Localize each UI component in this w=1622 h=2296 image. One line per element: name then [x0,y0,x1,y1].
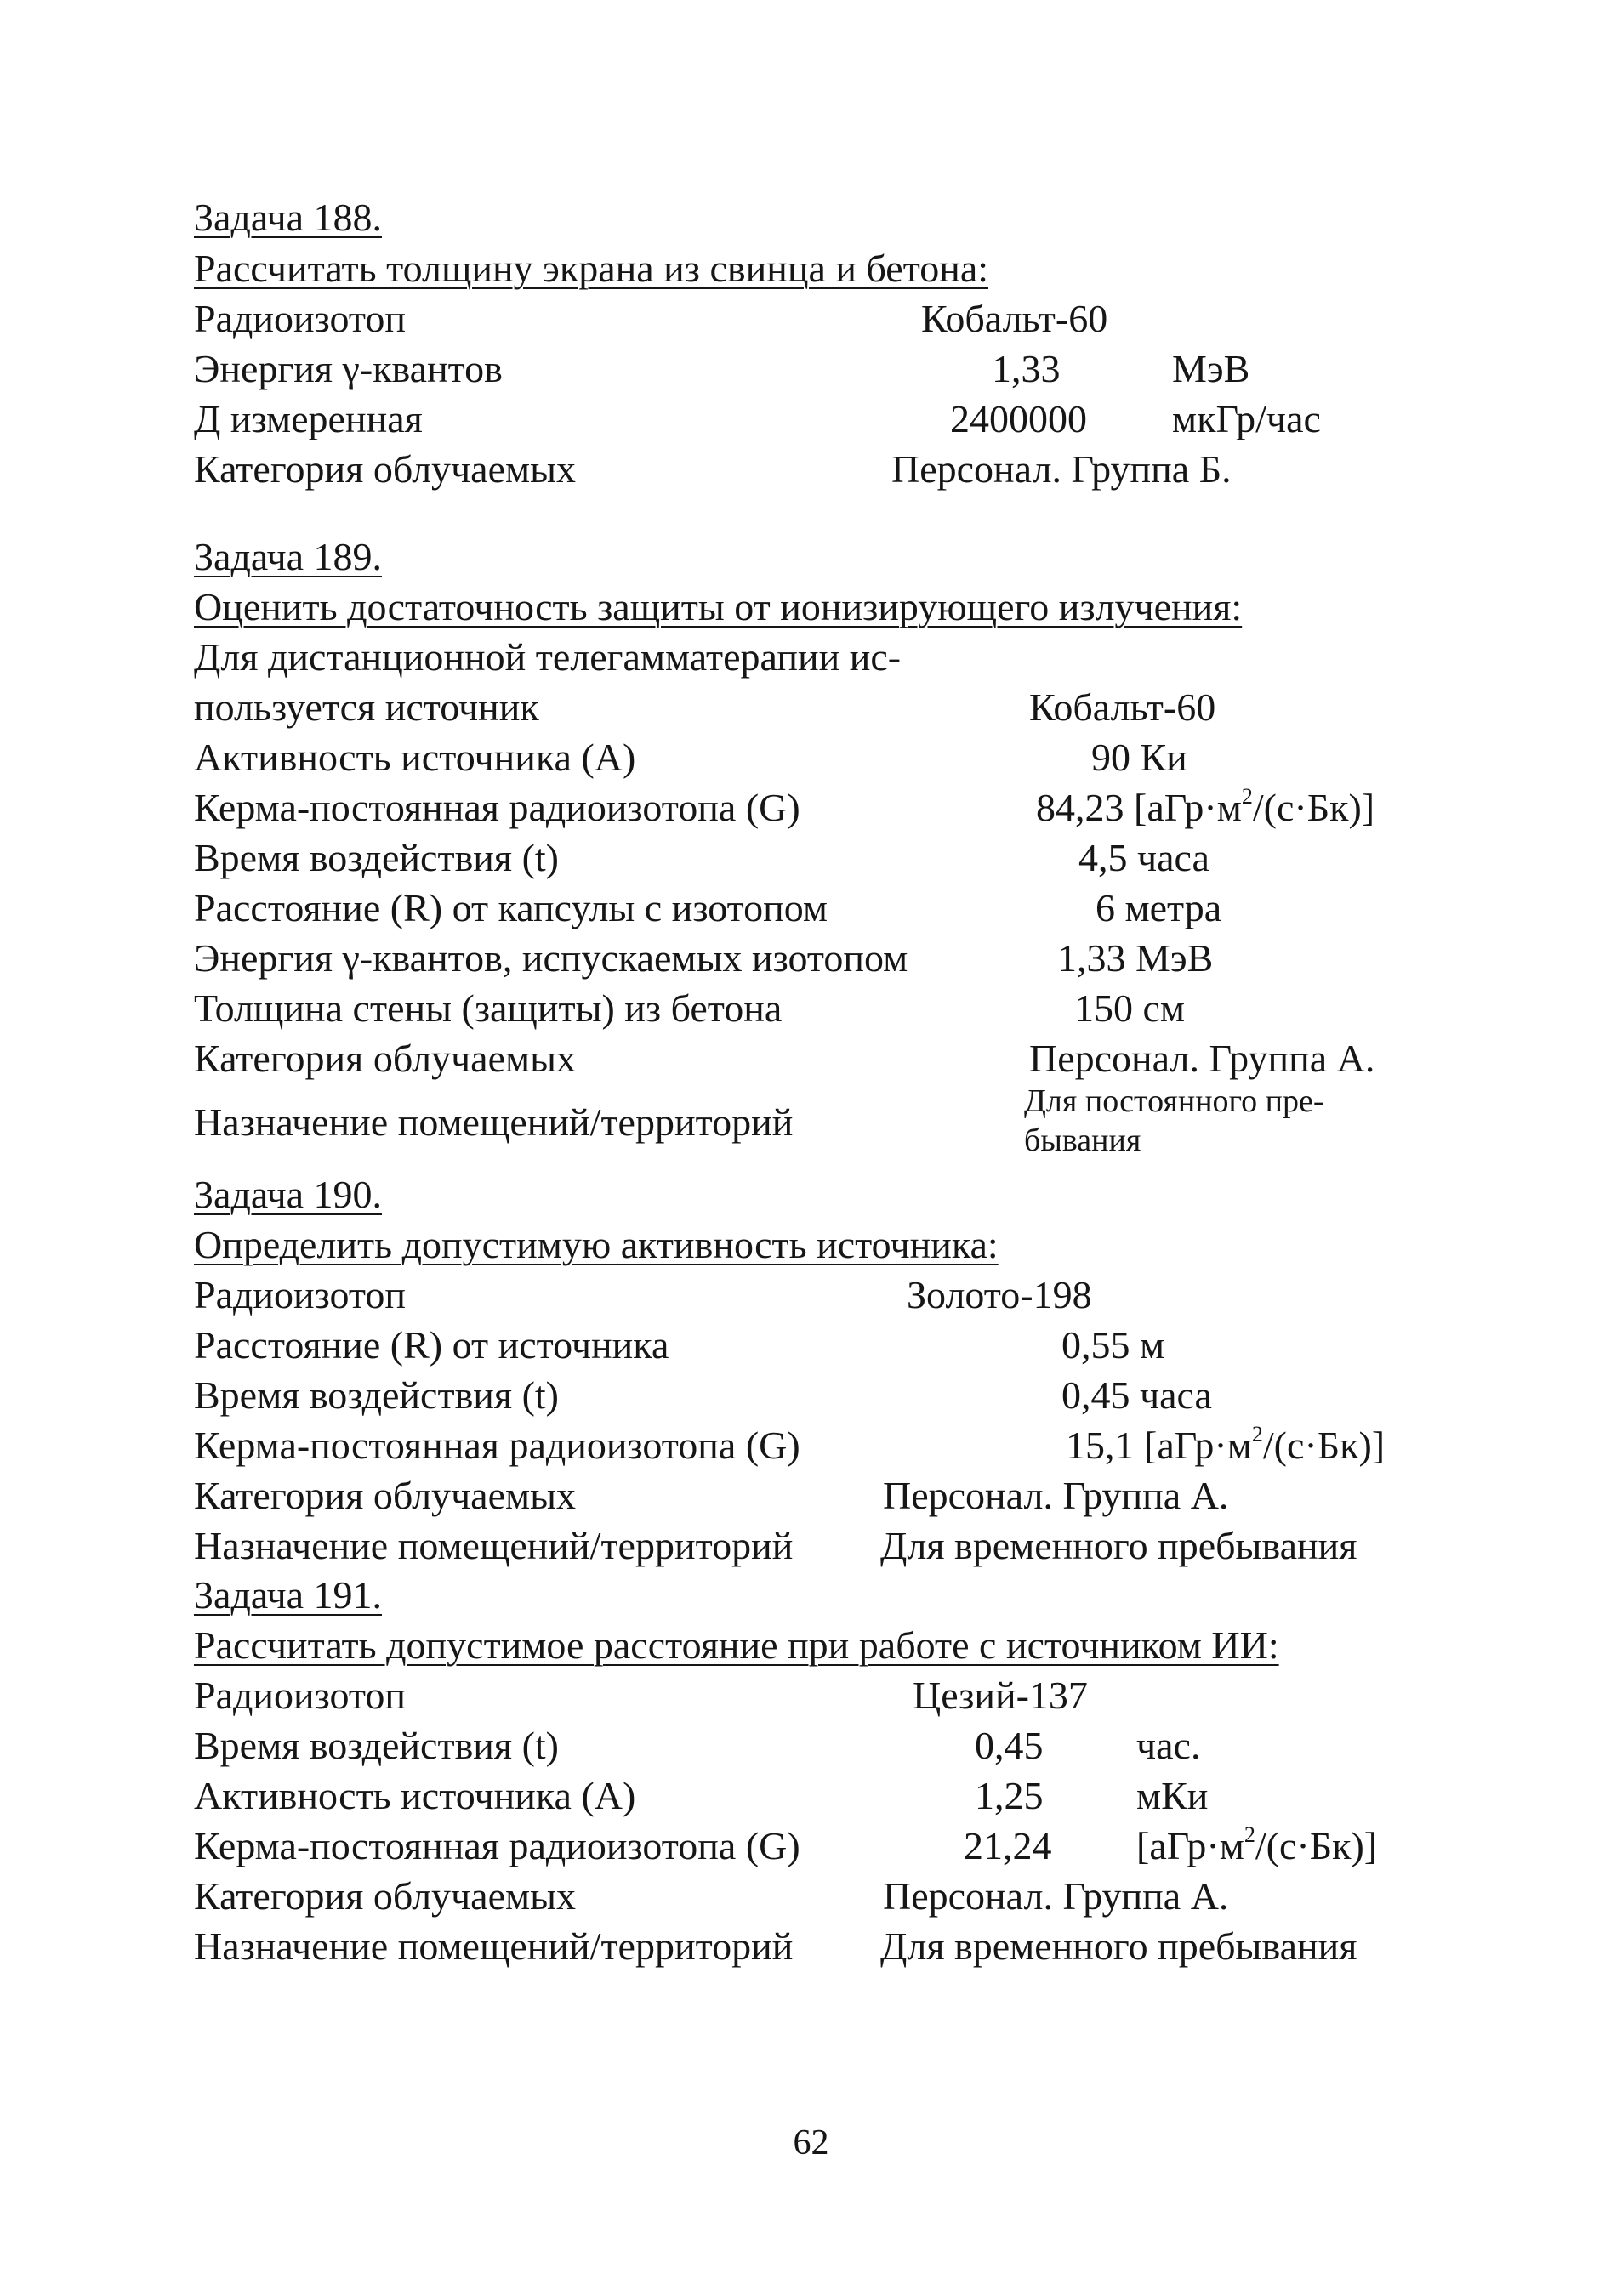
row-label: Категория облучаемых [194,1874,577,1918]
task-190-row [194,1270,1092,1321]
row-label: Керма-постоянная радиоизотопа (G) [194,1824,800,1867]
row-label: Назначение помещений/территорий [194,1524,794,1567]
task-188-statement: Рассчитать толщину экрана из свинца и бетона: [194,247,989,290]
task-189-row [194,933,1214,984]
value-superscript: 2 [1241,784,1253,809]
value-text-end: /(с·Бк)] [1252,786,1375,829]
task-189-row [194,833,1209,884]
task-188-row [194,344,1250,395]
row-value: Для временного пребывания [880,1924,1357,1968]
row-label: Категория облучаемых [194,447,577,491]
row-label: Активность источника (А) [194,1774,636,1817]
task-190-row [194,1370,1212,1421]
task-191-row [194,1720,1201,1771]
task-189-statement: Оценить достаточность защиты от ионизирующего излучения: [194,585,1243,628]
task-189-row [194,732,1187,783]
task-189-row [194,883,1222,934]
value-text-end: /(с·Бк)] [1262,1424,1386,1467]
task-189-row [194,682,1216,733]
task-191-row [194,1670,1088,1721]
task-191-row [194,1921,1357,1972]
task-190-row [194,1320,1165,1371]
row-label: Время воздействия (t) [194,1373,559,1417]
task-188-heading: Задача 188. [194,196,382,239]
row-value: 150 см [1074,986,1186,1030]
task-190-row [194,1470,1229,1521]
value-superscript: 2 [1251,1422,1263,1446]
row-label: Радиоизотоп [194,1674,407,1717]
row-unit: мкГр/час [1172,397,1321,440]
row-value: 2400000 [950,397,1087,440]
row-label: Назначение помещений/территорий [194,1100,794,1144]
task-188-row [194,394,1321,445]
row-label: Время воздействия (t) [194,1724,559,1767]
row-label: пользуется источник [194,685,539,729]
row-unit [1136,1821,1377,1878]
task-190-heading: Задача 190. [194,1173,382,1216]
row-value: 1,33 [992,347,1061,390]
task-188-row [194,444,1232,495]
row-value: 1,33 МэВ [1057,936,1214,980]
row-value: Персонал. Группа А. [883,1474,1229,1517]
page-number: 62 [793,2123,829,2162]
task-191-heading: Задача 191. [194,1573,382,1617]
row-value: Цезий-137 [913,1674,1088,1717]
row-label: Керма-постоянная радиоизотопа (G) [194,786,800,829]
task-189-row [194,632,901,683]
task-190-row [194,1520,1357,1571]
unit-text: [аГр·м [1136,1824,1244,1867]
value-text: 84,23 [аГр·м [1036,786,1242,829]
unit-text-end: /(с·Бк)] [1255,1824,1378,1867]
row-label: Радиоизотоп [194,297,407,340]
row-unit: мКи [1136,1774,1209,1817]
unit-superscript: 2 [1244,1822,1255,1847]
row-label: Расстояние (R) от капсулы с изотопом [194,886,828,929]
row-label: Категория облучаемых [194,1474,577,1517]
row-label: Д измеренная [194,397,423,440]
row-label: Толщина стены (защиты) из бетона [194,986,783,1030]
row-value [1036,782,1374,839]
task-189-heading: Задача 189. [194,535,382,578]
row-value: 1,25 [975,1774,1044,1817]
row-value: 0,55 м [1061,1323,1165,1367]
row-value: Персонал. Группа А. [1029,1037,1375,1080]
row-value: Кобальт-60 [1029,685,1216,729]
task-190-statement: Определить допустимую активность источника: [194,1223,999,1266]
task-189-row [194,983,1186,1034]
row-value: Золото-198 [907,1273,1092,1316]
row-value: Кобальт-60 [921,297,1108,340]
row-unit: МэВ [1172,347,1250,390]
row-value: 90 Ки [1091,736,1187,779]
row-value [1066,1420,1385,1477]
row-value: Персонал. Группа Б. [891,447,1232,491]
row-value: 21,24 [964,1824,1052,1867]
row-label: Время воздействия (t) [194,836,559,879]
row-value: 6 метра [1096,886,1222,929]
row-label: Радиоизотоп [194,1273,407,1316]
task-191-statement: Рассчитать допустимое расстояние при работе с источником ИИ: [194,1623,1279,1667]
task-189-row [194,1033,1375,1084]
row-value: 0,45 [975,1724,1044,1767]
row-value: Персонал. Группа А. [883,1874,1229,1918]
row-value: Для постоянного пре-бывания [1024,1083,1324,1158]
row-value: 0,45 часа [1061,1373,1212,1417]
value-text: 15,1 [аГр·м [1066,1424,1252,1467]
row-label: Назначение помещений/территорий [194,1924,794,1968]
task-189-row [194,1083,1324,1158]
row-label: Для дистанционной телегамматерапии ис- [194,635,902,679]
row-unit: час. [1136,1724,1201,1767]
task-191-row [194,1770,1209,1821]
row-label: Категория облучаемых [194,1037,577,1080]
row-value: 4,5 часа [1078,836,1209,879]
task-188-row [194,293,1108,344]
row-label: Энергия γ-квантов, испускаемых изотопом [194,936,908,980]
row-label: Энергия γ-квантов [194,347,503,390]
row-label: Расстояние (R) от источника [194,1323,669,1367]
task-191-row [194,1871,1229,1922]
row-value: Для временного пребывания [880,1524,1357,1567]
row-label: Активность источника (А) [194,736,636,779]
row-label: Керма-постоянная радиоизотопа (G) [194,1424,800,1467]
